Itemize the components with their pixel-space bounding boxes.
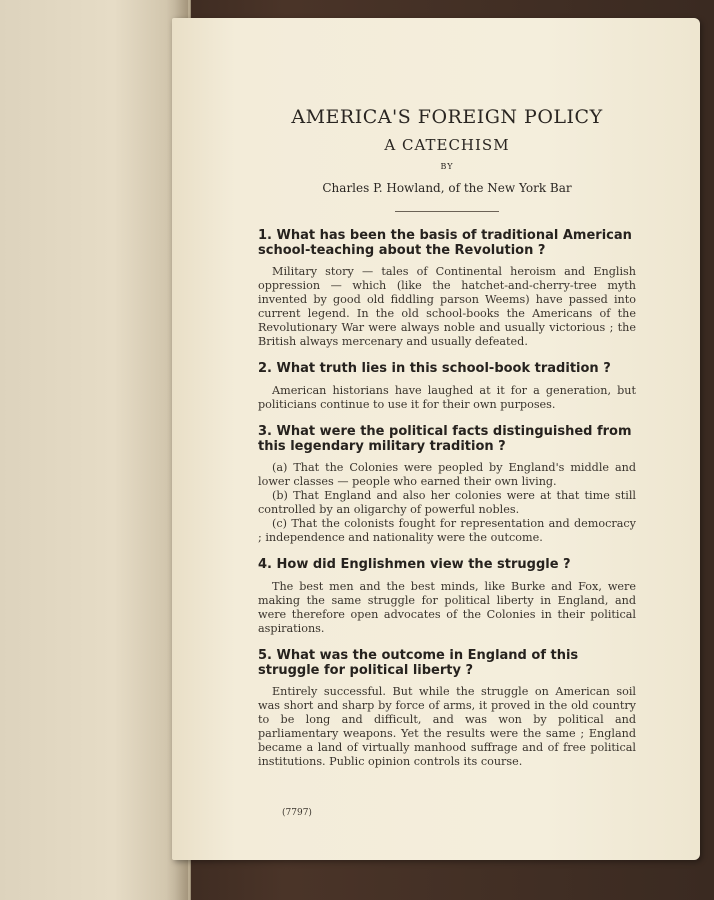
document-title: AMERICA'S FOREIGN POLICY: [291, 106, 603, 128]
answer-text: [258, 384, 636, 412]
answer-paragraph: The best men and the best minds, like Burke and Fox, were making the same struggle for political liberty in England, and were therefore open advocates of the Colonies in their political aspirations.: [258, 580, 636, 635]
answer-text: [258, 685, 636, 769]
document-subtitle: A CATECHISM: [384, 136, 510, 154]
answer-text: [258, 580, 636, 636]
question-heading: 1. What has been the basis of traditional American school-teaching about the Revolution ?: [258, 228, 632, 258]
right-page: [172, 18, 700, 860]
answer-paragraph: (b) That England and also her colonies were at that time still controlled by an oligarchy of powerful nobles.: [258, 489, 636, 516]
left-page: [0, 0, 191, 900]
author-line: Charles P. Howland, of the New York Bar: [322, 181, 572, 195]
answer-paragraph: American historians have laughed at it for a generation, but politicians continue to use it for their own purposes.: [258, 384, 636, 411]
answer-paragraph: Entirely successful. But while the struggle on American soil was short and sharp by force of arms, it proved in the old country to be long and difficult, and was won by political and parliamentary weapons. Yet the results were the same ; England became a land of virtually manhood suffrage and of free political institutions. Public opinion controls its course.: [258, 685, 636, 768]
page-number: (7797): [282, 808, 312, 818]
question-block: [258, 557, 636, 636]
question-heading: 3. What were the political facts distinguished from this legendary military tradition ?: [258, 424, 632, 454]
answer-text: [258, 265, 636, 349]
by-line: BY: [440, 162, 454, 171]
title-divider: [395, 211, 499, 212]
question-heading: 4. How did Englishmen view the struggle ?: [258, 557, 571, 572]
question-heading: 5. What was the outcome in England of this struggle for political liberty ?: [258, 648, 579, 678]
answer-paragraph: (a) That the Colonies were peopled by England's middle and lower classes — people who earned their own living.: [258, 461, 636, 488]
question-block: [258, 424, 636, 545]
answer-text: [258, 461, 636, 545]
question-block: [258, 361, 636, 412]
question-block: [258, 648, 636, 769]
question-block: [258, 228, 636, 349]
answer-paragraph: (c) That the colonists fought for representation and democracy ; independence and nationality were the outcome.: [258, 517, 636, 544]
answer-paragraph: Military story — tales of Continental heroism and English oppression — which (like the hatchet-and-cherry-tree myth invented by good old fiddling parson Weems) have passed into current legend. In the old school-books the Americans of the Revolutionary War were always noble and usually victorious ; the British always mercenary and usually defeated.: [258, 265, 636, 348]
question-heading: 2. What truth lies in this school-book tradition ?: [258, 361, 611, 376]
page-content: [258, 106, 636, 781]
